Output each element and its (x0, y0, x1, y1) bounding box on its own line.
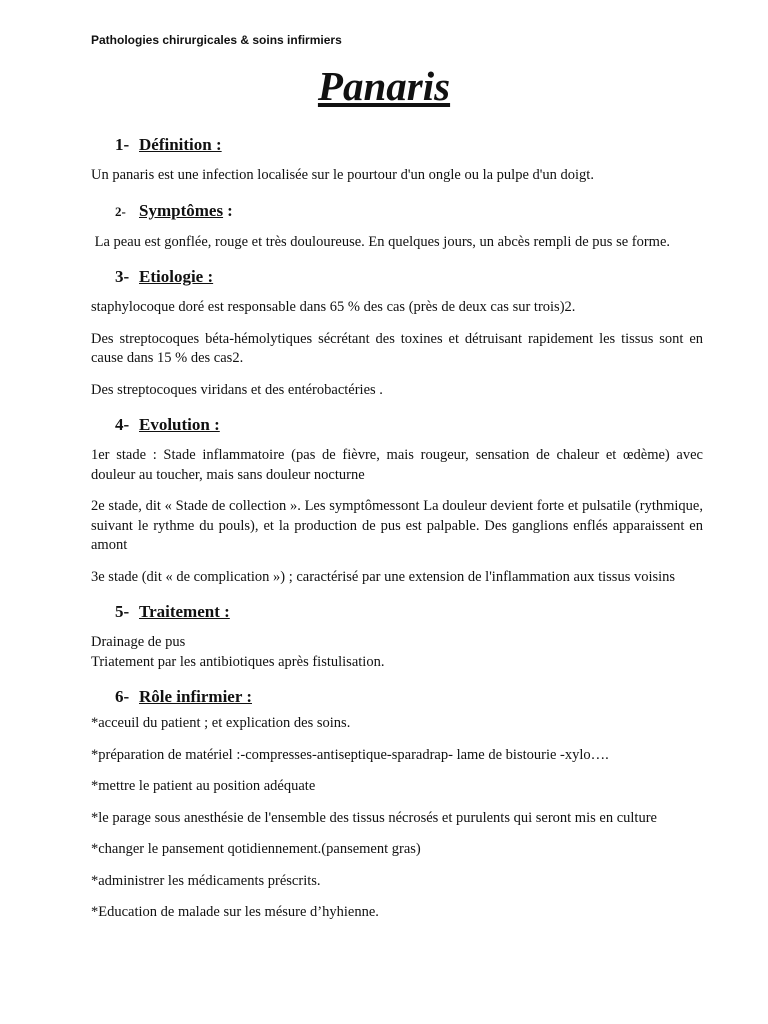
section-number: 2- (115, 203, 126, 219)
section-number: 1- (115, 135, 130, 154)
running-header: Pathologies chirurgicales & soins infirmiers (91, 33, 342, 47)
list-item: *le parage sous anesthésie de l'ensemble des tissus nécrosés et purulents qui seront mis en culture (91, 809, 657, 826)
paragraph: Un panaris est une infection localisée sur le pourtour d'un ongle ou la pulpe d'un doigt. (91, 167, 594, 183)
document-body (91, 128, 703, 923)
list-item: *acceuil du patient ; et explication des soins. (91, 715, 351, 731)
paragraph-line: Drainage de pus (91, 634, 186, 650)
list-item: *administrer les médicaments préscrits. (91, 872, 321, 889)
list-item: *préparation de matériel :-compresses-antiseptique-sparadrap- lame de bistourie -xylo…. (91, 746, 609, 763)
section-title: Evolution : (139, 415, 220, 434)
section-heading-definition (115, 132, 703, 158)
section-number: 3- (115, 267, 130, 286)
list-item: *Education de malade sur les mésure d’hyhienne. (91, 904, 379, 920)
section-title: Symptômes (139, 200, 224, 220)
paragraph: staphylocoque doré est responsable dans 65 % des cas (près de deux cas sur trois)2. (91, 299, 576, 315)
section-heading-evolution (115, 412, 703, 438)
section-heading-role (115, 684, 703, 710)
paragraph: 2e stade, dit « Stade de collection ». Les symptômessont La douleur devient forte et pulsatile (rythmique, suivant le rythme du pouls), et la production de pus est palpable. Des ganglions enflés apparaissent en amont (91, 498, 703, 553)
section-number: 5- (115, 602, 130, 621)
paragraph: Des streptocoques viridans et des entérobactéries . (91, 381, 383, 398)
section-title: Rôle infirmier : (139, 687, 252, 706)
section-title: Définition : (139, 135, 222, 154)
section-number: 4- (115, 415, 130, 434)
list-item: *changer le pansement qotidiennement.(pansement gras) (91, 841, 421, 857)
page-title: Panaris (317, 63, 451, 109)
section-heading-etiologie (115, 264, 703, 290)
section-colon: : (227, 200, 233, 220)
section-title: Etiologie : (139, 267, 214, 286)
paragraph-line: Triatement par les antibiotiques après fistulisation. (91, 653, 385, 670)
paragraph: 3e stade (dit « de complication ») ; caractérisé par une extension de l'inflammation aux tissus voisins (91, 568, 676, 585)
paragraph: Des streptocoques béta-hémolytiques sécrétant des toxines et détruisant rapidement les tissus sont en cause dans 15 % des cas2. (91, 330, 703, 366)
paragraph: La peau est gonflée, rouge et très douloureuse. En quelques jours, un abcès rempli de pus se forme. (91, 233, 671, 250)
section-heading-symptomes (115, 198, 703, 225)
paragraph: 1er stade : Stade inflammatoire (pas de fièvre, mais rougeur, sensation de chaleur et œdème) avec douleur au toucher, mais sans douleur nocturne (91, 447, 703, 483)
section-title: Traitement : (139, 602, 230, 621)
section-number: 6- (115, 687, 130, 706)
section-heading-traitement (115, 599, 703, 625)
list-item: *mettre le patient au position adéquate (91, 778, 316, 794)
